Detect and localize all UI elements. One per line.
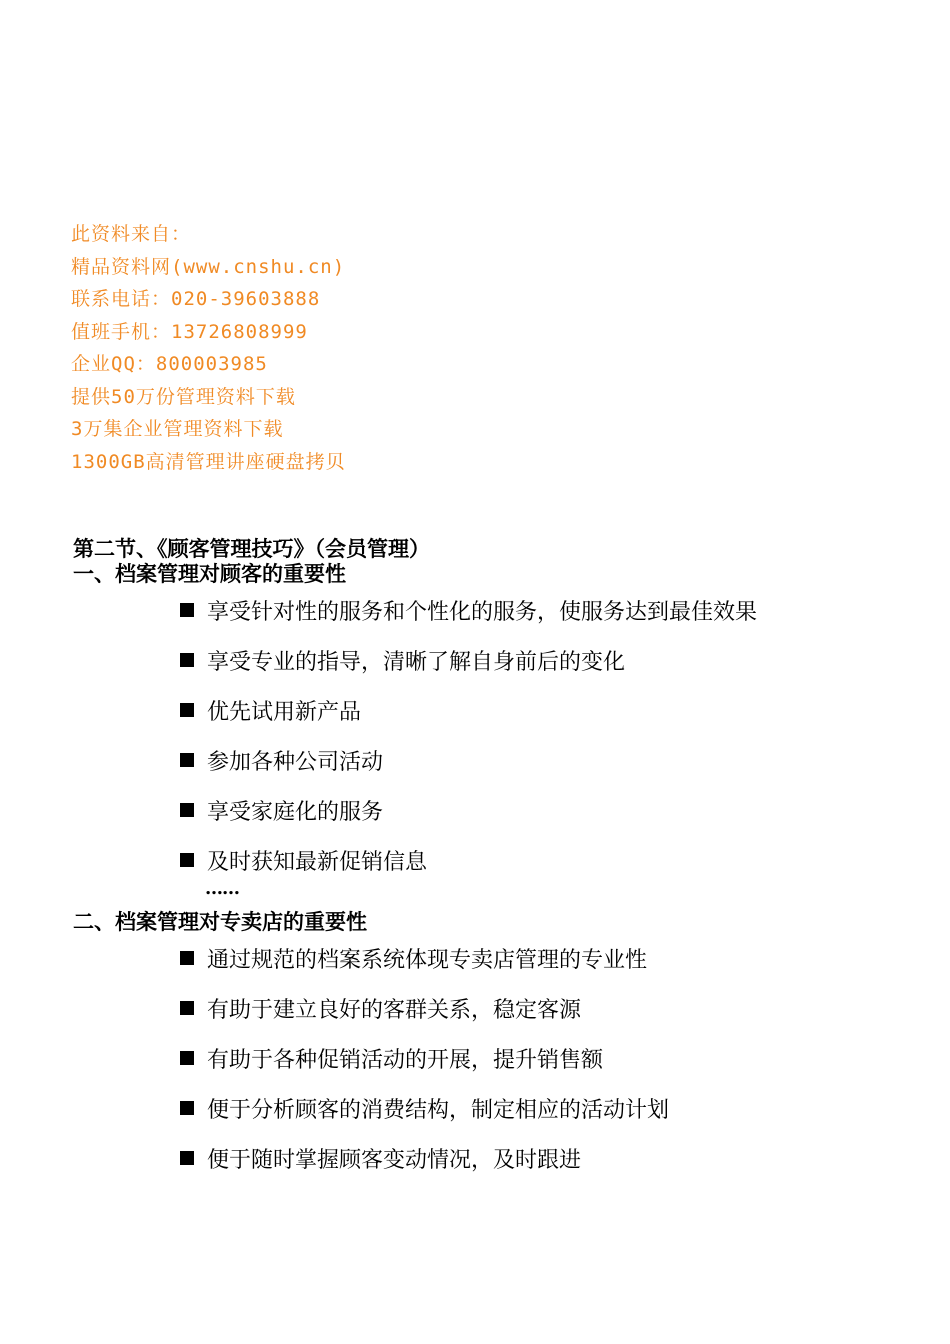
part2-heading: 二、档案管理对专卖店的重要性	[73, 909, 367, 934]
black-square-bullet-icon	[180, 803, 194, 817]
part1-list	[180, 585, 757, 885]
list-item	[180, 835, 757, 885]
list-item-text: 及时获知最新促销信息	[207, 849, 428, 875]
source-line-offer-1: 提供50万份管理资料下载	[71, 385, 296, 408]
source-line-website: 精品资料网(www.cnshu.cn)	[71, 255, 346, 278]
source-line-mobile: 值班手机：13726808999	[71, 320, 308, 343]
list-item	[180, 735, 757, 785]
list-item	[180, 933, 669, 983]
black-square-bullet-icon	[180, 1151, 194, 1165]
list-item-text: 有助于建立良好的客群关系，稳定客源	[207, 997, 582, 1023]
list-item-text: 享受家庭化的服务	[207, 799, 384, 825]
part2-list	[180, 933, 669, 1183]
list-item-text: 享受专业的指导，清晰了解自身前后的变化	[207, 649, 626, 675]
list-item	[180, 785, 757, 835]
list-item-text: 便于随时掌握顾客变动情况，及时跟进	[207, 1147, 582, 1173]
source-line-origin: 此资料来自：	[71, 223, 192, 245]
list-item	[180, 1083, 669, 1133]
list-item	[180, 983, 669, 1033]
source-line-qq: 企业QQ：800003985	[71, 353, 268, 375]
list-item-text: 通过规范的档案系统体现专卖店管理的专业性	[207, 947, 648, 973]
source-line-offer-2: 3万集企业管理资料下载	[71, 418, 284, 440]
list-item	[180, 585, 757, 635]
list-item	[180, 635, 757, 685]
black-square-bullet-icon	[180, 703, 194, 717]
list-item-text: 有助于各种促销活动的开展，提升销售额	[207, 1047, 604, 1073]
black-square-bullet-icon	[180, 1101, 194, 1115]
list-item-text: 参加各种公司活动	[207, 749, 384, 775]
list-item-text: 优先试用新产品	[207, 699, 362, 725]
list-ellipsis: ……	[205, 878, 239, 899]
black-square-bullet-icon	[180, 653, 194, 667]
list-item-text: 便于分析顾客的消费结构，制定相应的活动计划	[207, 1097, 670, 1123]
list-item	[180, 1033, 669, 1083]
list-item	[180, 1133, 669, 1183]
part1-heading: 一、档案管理对顾客的重要性	[73, 561, 346, 586]
section-title: 第二节、《顾客管理技巧》（会员管理）	[73, 536, 430, 561]
black-square-bullet-icon	[180, 1001, 194, 1015]
source-line-phone: 联系电话：020-39603888	[71, 288, 321, 310]
black-square-bullet-icon	[180, 853, 194, 867]
source-line-offer-3: 1300GB高清管理讲座硬盘拷贝	[71, 450, 346, 473]
black-square-bullet-icon	[180, 951, 194, 965]
list-item-text: 享受针对性的服务和个性化的服务，使服务达到最佳效果	[207, 599, 758, 625]
black-square-bullet-icon	[180, 753, 194, 767]
black-square-bullet-icon	[180, 1051, 194, 1065]
list-item	[180, 685, 757, 735]
source-info-block	[71, 218, 346, 478]
black-square-bullet-icon	[180, 603, 194, 617]
